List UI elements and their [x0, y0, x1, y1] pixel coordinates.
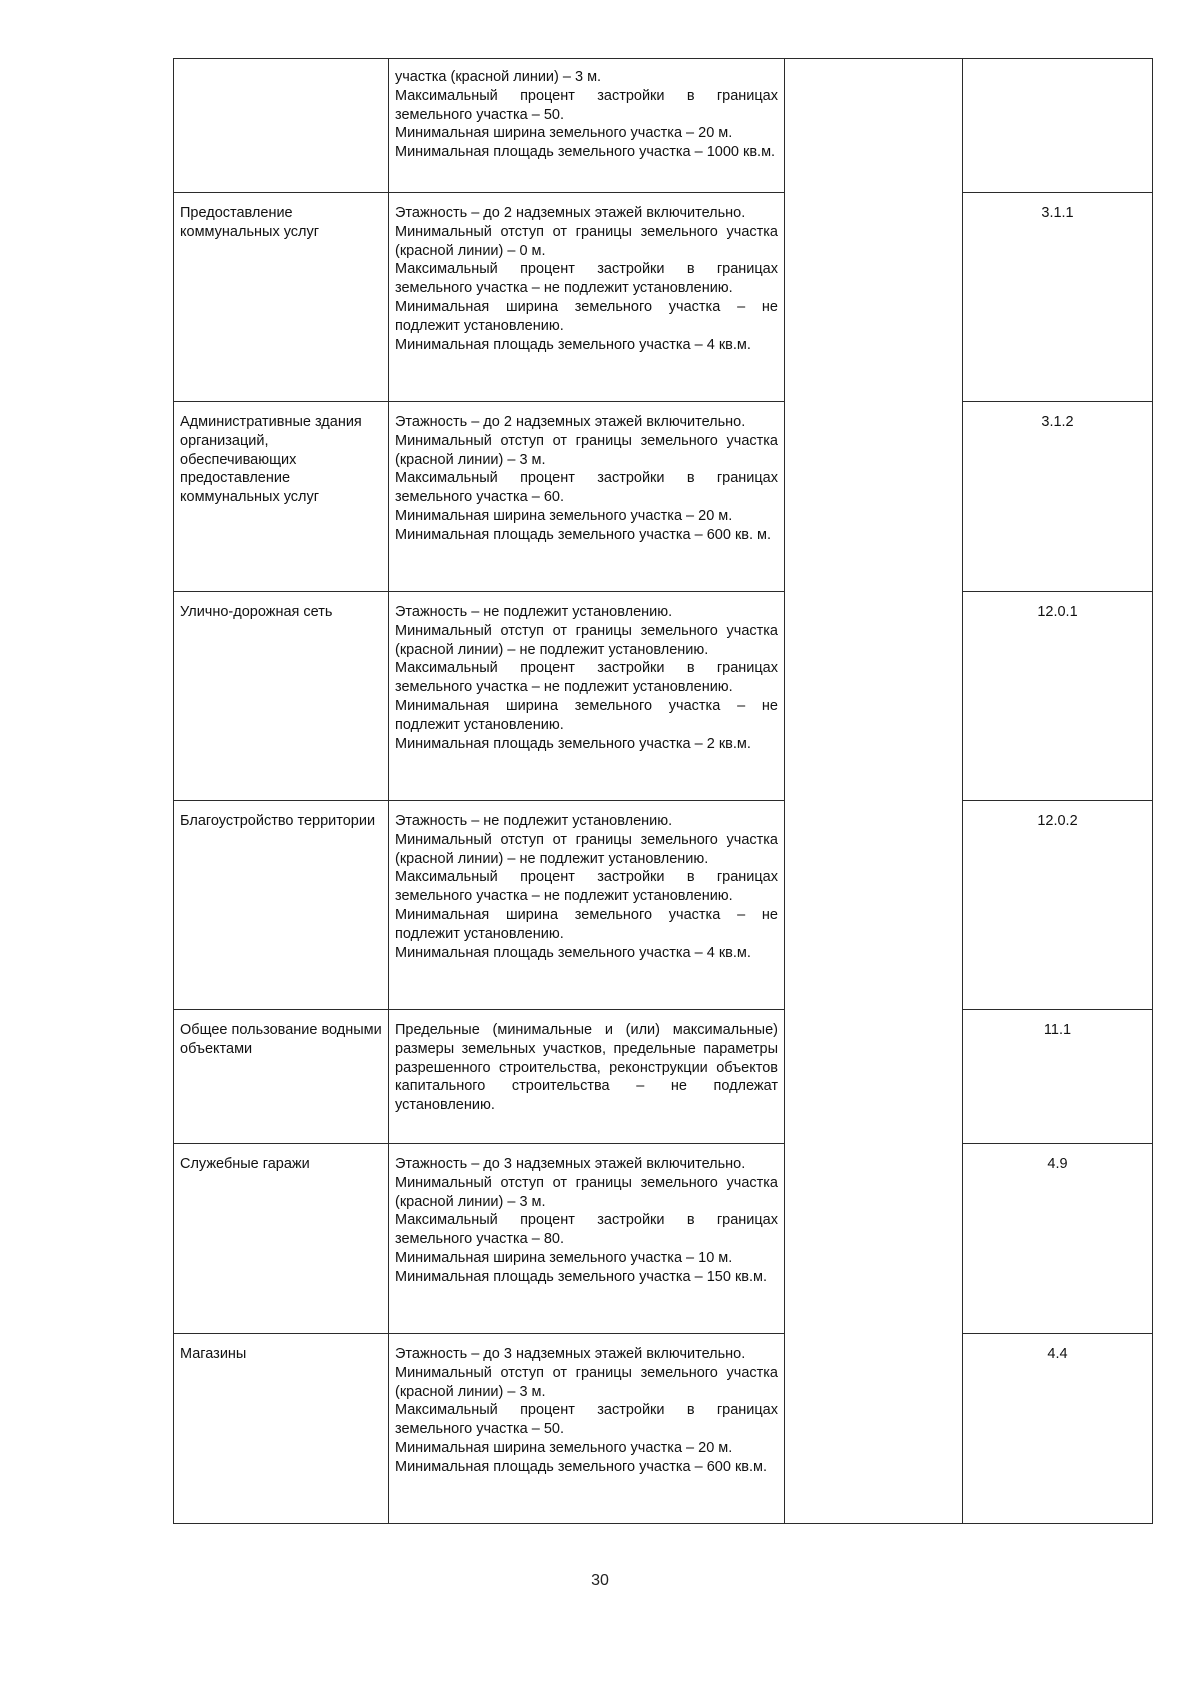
- parameter-line: Максимальный процент застройки в границах земельного участка – 50.: [395, 1402, 778, 1438]
- classifier-code: 3.1.2: [1041, 414, 1074, 430]
- parameters-cell: [389, 1010, 785, 1144]
- land-use-name: Административные здания организаций, обеспечивающих предоставление коммунальных услуг: [180, 414, 362, 506]
- parameters-cell: [389, 193, 785, 402]
- parameter-line: Максимальный процент застройки в границах земельного участка – 60.: [395, 470, 778, 506]
- parameter-line: Минимальная ширина земельного участка – не подлежит установлению.: [395, 298, 778, 334]
- classifier-code-cell: [963, 1334, 1153, 1524]
- parameters-cell: [389, 1144, 785, 1334]
- land-use-name-cell: [174, 801, 389, 1010]
- parameter-line: Минимальная ширина земельного участка – не подлежит установлению.: [395, 906, 778, 942]
- classifier-code-cell: [963, 1144, 1153, 1334]
- land-use-name: Благоустройство территории: [180, 813, 376, 829]
- page-number: 30: [591, 1572, 609, 1589]
- parameter-line: Минимальная ширина земельного участка – 20 м.: [395, 1439, 733, 1456]
- land-use-name-cell: [174, 1334, 389, 1524]
- parameter-line: Минимальная ширина земельного участка – 20 м.: [395, 507, 733, 524]
- land-use-name: Улично-дорожная сеть: [180, 604, 333, 620]
- land-use-name-cell: [174, 1144, 389, 1334]
- merged-empty-cell: [785, 59, 963, 1524]
- parameter-line: Минимальная ширина земельного участка – 10 м.: [395, 1249, 733, 1266]
- table-row: [174, 1144, 1153, 1334]
- table-row: [174, 1334, 1153, 1524]
- parameter-line: Минимальная ширина земельного участка – 20 м.: [395, 125, 733, 142]
- parameter-line: Минимальная площадь земельного участка – 4 кв.м.: [395, 944, 751, 961]
- parameters-cell: [389, 59, 785, 193]
- parameter-line: Минимальная площадь земельного участка – 4 кв.м.: [395, 336, 751, 353]
- classifier-code-cell: [963, 193, 1153, 402]
- parameter-line: Максимальный процент застройки в границах земельного участка – не подлежит установлению.: [395, 261, 778, 297]
- classifier-code: 12.0.1: [1037, 604, 1078, 620]
- classifier-code: 11.1: [1043, 1022, 1072, 1038]
- parameter-line: Минимальная площадь земельного участка – 2 кв.м.: [395, 735, 751, 752]
- land-use-name: Общее пользование водными объектами: [180, 1022, 382, 1057]
- parameter-line: участка (красной линии) – 3 м.: [395, 69, 602, 85]
- classifier-code: 4.9: [1047, 1156, 1068, 1172]
- parameter-line: Максимальный процент застройки в границах земельного участка – 80.: [395, 1212, 778, 1248]
- land-use-name-cell: [174, 1010, 389, 1144]
- classifier-code-cell: [963, 1010, 1153, 1144]
- table-row: [174, 59, 1153, 193]
- parameter-line: Максимальный процент застройки в границах земельного участка – не подлежит установлению.: [395, 660, 778, 696]
- parameter-line: Минимальная площадь земельного участка – 1000 кв.м.: [395, 144, 776, 161]
- parameter-line: Этажность – до 3 надземных этажей включительно.: [395, 1346, 746, 1362]
- parameter-line: Этажность – не подлежит установлению.: [395, 604, 673, 620]
- zoning-parameters-table: [173, 58, 1153, 1524]
- land-use-name: Магазины: [180, 1346, 247, 1362]
- table-row: [174, 1010, 1153, 1144]
- parameter-line: Минимальный отступ от границы земельного участка (красной линии) – 3 м.: [395, 432, 778, 468]
- parameters-cell: [389, 402, 785, 592]
- classifier-code-cell: [963, 592, 1153, 801]
- classifier-code: 12.0.2: [1037, 813, 1078, 829]
- parameter-line: Этажность – до 2 надземных этажей включительно.: [395, 205, 746, 221]
- land-use-name-cell: [174, 193, 389, 402]
- classifier-code: 3.1.1: [1041, 205, 1074, 221]
- parameter-line: Этажность – до 3 надземных этажей включительно.: [395, 1156, 746, 1172]
- parameter-line: Минимальная площадь земельного участка – 600 кв. м.: [395, 526, 772, 543]
- parameter-line: Минимальный отступ от границы земельного участка (красной линии) – не подлежит установлению.: [395, 622, 778, 658]
- parameter-line: Минимальный отступ от границы земельного участка (красной линии) – не подлежит установлению.: [395, 831, 778, 867]
- parameter-line: Этажность – до 2 надземных этажей включительно.: [395, 414, 746, 430]
- land-use-name-cell: [174, 402, 389, 592]
- parameter-line: Минимальный отступ от границы земельного участка (красной линии) – 3 м.: [395, 1174, 778, 1210]
- classifier-code-cell: [963, 801, 1153, 1010]
- classifier-code: 4.4: [1047, 1346, 1068, 1362]
- land-use-name-cell: [174, 592, 389, 801]
- parameter-line: Этажность – не подлежит установлению.: [395, 813, 673, 829]
- parameters-cell: [389, 1334, 785, 1524]
- classifier-code-cell: [963, 59, 1153, 193]
- land-use-name: Служебные гаражи: [180, 1156, 310, 1172]
- parameters-cell: [389, 592, 785, 801]
- parameter-line: Максимальный процент застройки в границах земельного участка – не подлежит установлению.: [395, 869, 778, 905]
- parameter-line: Максимальный процент застройки в границах земельного участка – 50.: [395, 87, 778, 123]
- classifier-code-cell: [963, 402, 1153, 592]
- parameter-line: Минимальная площадь земельного участка – 150 кв.м.: [395, 1268, 768, 1285]
- parameter-line: Минимальный отступ от границы земельного участка (красной линии) – 3 м.: [395, 1364, 778, 1400]
- table-row: [174, 592, 1153, 801]
- land-use-name: Предоставление коммунальных услуг: [180, 205, 320, 240]
- table-row: [174, 402, 1153, 592]
- parameter-line: Минимальный отступ от границы земельного участка (красной линии) – 0 м.: [395, 223, 778, 259]
- table-row: [174, 801, 1153, 1010]
- table-row: [174, 193, 1153, 402]
- parameter-line: Минимальная площадь земельного участка – 600 кв.м.: [395, 1458, 768, 1475]
- parameter-line: Минимальная ширина земельного участка – не подлежит установлению.: [395, 697, 778, 733]
- table-body: [174, 59, 1153, 1524]
- parameter-line: Предельные (минимальные и (или) максимальные) размеры земельных участков, предельные параметры разрешенного строительства, реконструкции объектов капитального строительства – не подлежат установлению.: [395, 1022, 778, 1114]
- land-use-name-cell: [174, 59, 389, 193]
- parameters-cell: [389, 801, 785, 1010]
